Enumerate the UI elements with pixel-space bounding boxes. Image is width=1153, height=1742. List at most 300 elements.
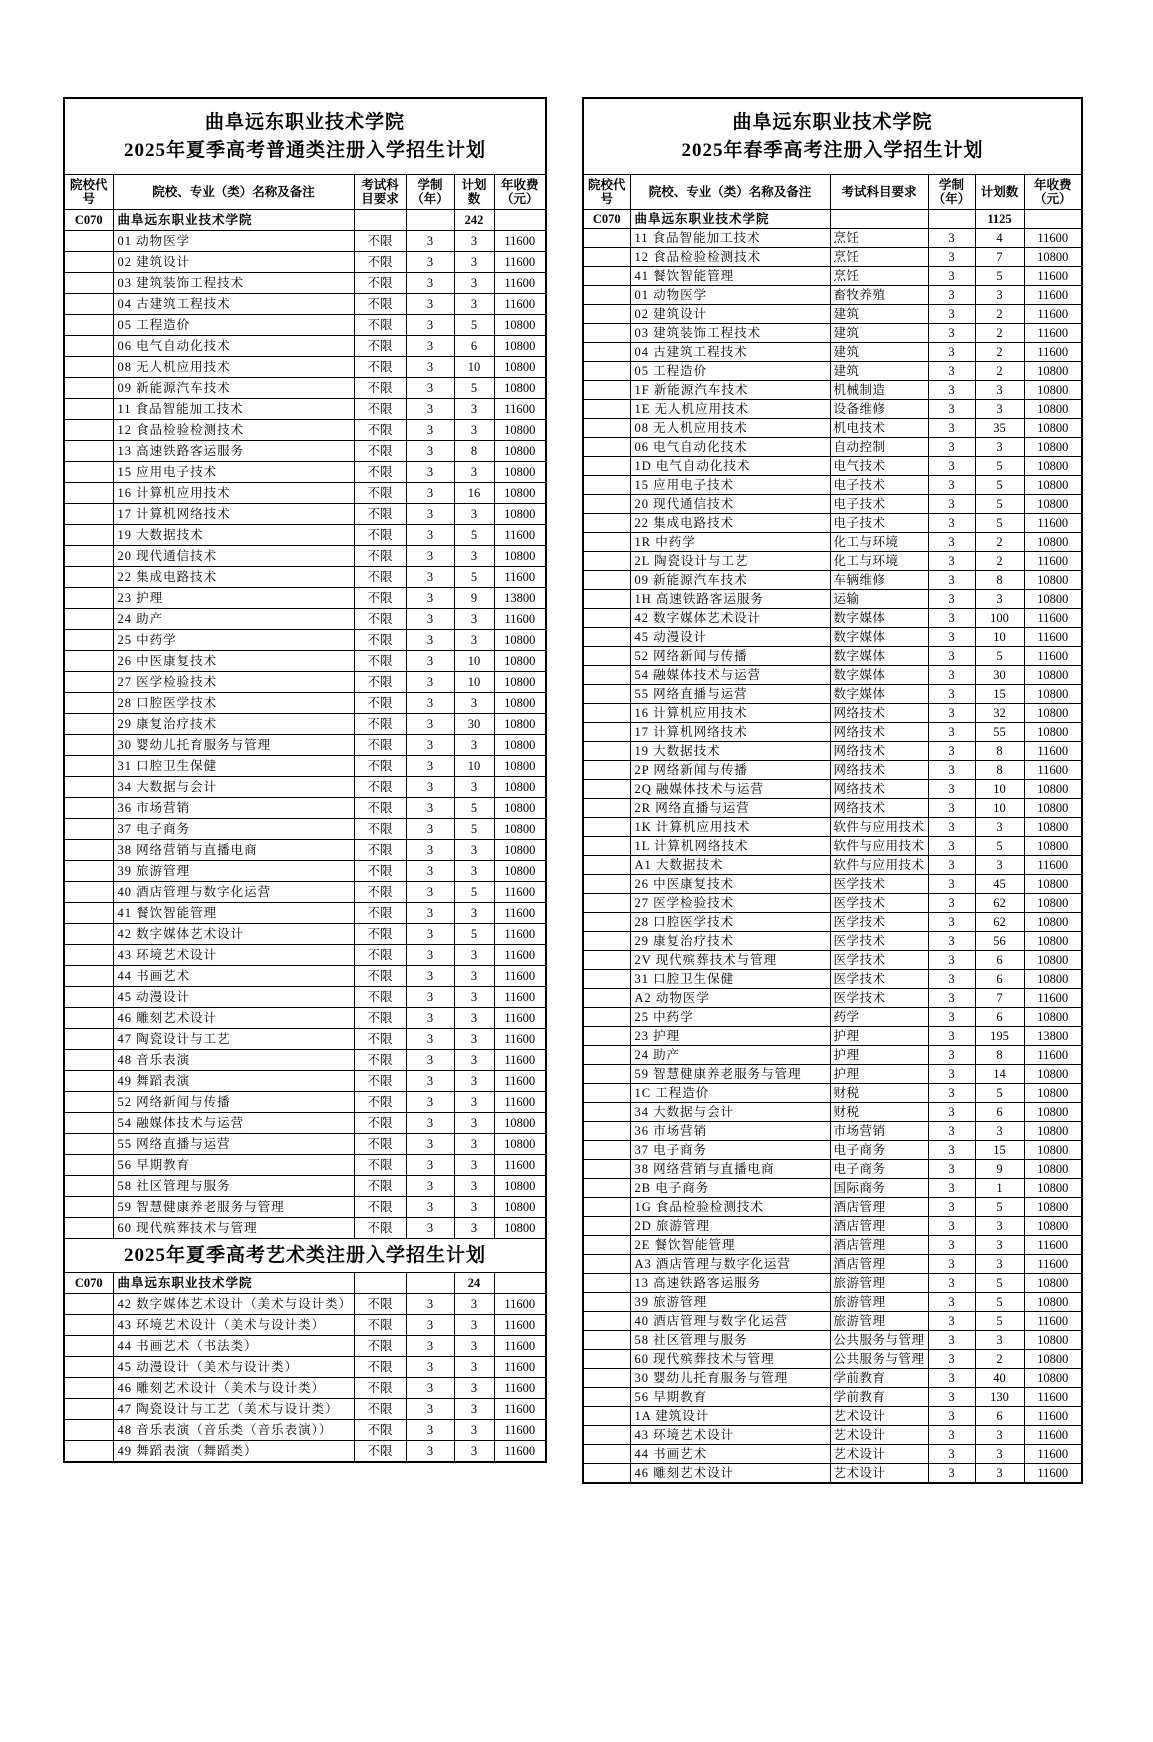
header-major-name: 院校、专业（类）名称及备注 (630, 175, 830, 210)
study-years-cell: 3 (406, 1218, 454, 1239)
annual-fee-cell: 10800 (494, 735, 546, 756)
header-college-code: 院校代号 (583, 175, 630, 210)
major-name-cell: 1G 食品检验检测技术 (630, 1198, 830, 1217)
major-row (583, 1445, 1082, 1464)
major-name-cell: 04 古建筑工程技术 (630, 343, 830, 362)
annual-fee-cell: 11600 (1024, 742, 1082, 761)
exam-req-cell: 网络技术 (830, 742, 928, 761)
plan-count-cell: 3 (454, 1092, 494, 1113)
college-code-cell (64, 336, 113, 357)
exam-req-cell (354, 1273, 406, 1294)
major-row (64, 462, 546, 483)
major-name-cell: 1K 计算机应用技术 (630, 818, 830, 837)
college-code-cell (583, 1274, 630, 1293)
exam-req-cell: 自动控制 (830, 438, 928, 457)
annual-fee-cell: 11600 (1024, 229, 1082, 248)
plan-count-cell: 3 (454, 1029, 494, 1050)
annual-fee-cell: 10800 (494, 1134, 546, 1155)
annual-fee-cell: 11600 (494, 1315, 546, 1336)
study-years-cell: 3 (928, 514, 975, 533)
plan-count-cell: 6 (975, 1103, 1024, 1122)
exam-req-cell: 不限 (354, 483, 406, 504)
college-code-cell (583, 894, 630, 913)
major-row (583, 1027, 1082, 1046)
plan-count-cell: 3 (975, 1445, 1024, 1464)
major-name-cell: 45 动漫设计 (630, 628, 830, 647)
college-code-cell (64, 798, 113, 819)
study-years-cell: 3 (928, 1008, 975, 1027)
major-row (64, 1218, 546, 1239)
major-row (583, 1236, 1082, 1255)
exam-req-cell: 不限 (354, 231, 406, 252)
major-name-cell: 54 融媒体技术与运营 (113, 1113, 354, 1134)
major-row (64, 861, 546, 882)
plan-count-cell: 5 (454, 819, 494, 840)
annual-fee-cell: 10800 (494, 420, 546, 441)
major-name-cell: 47 陶瓷设计与工艺 (113, 1029, 354, 1050)
annual-fee-cell: 10800 (1024, 837, 1082, 856)
major-name-cell: A2 动物医学 (630, 989, 830, 1008)
exam-req-cell: 学前教育 (830, 1369, 928, 1388)
plan-count-cell: 5 (975, 1084, 1024, 1103)
major-name-cell: 44 书画艺术（书法类） (113, 1336, 354, 1357)
annual-fee-cell: 10800 (494, 315, 546, 336)
study-years-cell: 3 (928, 229, 975, 248)
college-code-cell (583, 1445, 630, 1464)
major-row (583, 647, 1082, 666)
plan-count-cell: 8 (454, 441, 494, 462)
major-row (64, 252, 546, 273)
annual-fee-cell: 10800 (1024, 457, 1082, 476)
exam-req-cell: 烹饪 (830, 248, 928, 267)
study-years-cell: 3 (406, 945, 454, 966)
annual-fee-cell: 10800 (1024, 533, 1082, 552)
study-years-cell: 3 (406, 1294, 454, 1315)
study-years-cell (406, 1273, 454, 1294)
exam-req-cell: 不限 (354, 735, 406, 756)
major-name-cell: 49 舞蹈表演（舞蹈类） (113, 1441, 354, 1463)
exam-req-cell: 不限 (354, 1399, 406, 1420)
exam-req-cell: 软件与应用技术 (830, 856, 928, 875)
study-years-cell: 3 (406, 1092, 454, 1113)
major-row (583, 875, 1082, 894)
study-years-cell: 3 (928, 818, 975, 837)
study-years-cell: 3 (406, 735, 454, 756)
exam-req-cell: 不限 (354, 1197, 406, 1218)
plan-count-cell: 62 (975, 894, 1024, 913)
plan-count-cell: 8 (975, 571, 1024, 590)
plan-count-cell: 3 (454, 1336, 494, 1357)
annual-fee-cell: 11600 (494, 294, 546, 315)
major-row (583, 324, 1082, 343)
annual-fee-cell: 10800 (1024, 1369, 1082, 1388)
exam-req-cell: 电子技术 (830, 495, 928, 514)
major-row (583, 533, 1082, 552)
plan-count-cell: 3 (454, 861, 494, 882)
plan-count-cell: 195 (975, 1027, 1024, 1046)
college-code-cell (583, 286, 630, 305)
major-name-cell: 38 网络营销与直播电商 (113, 840, 354, 861)
study-years-cell: 3 (406, 1197, 454, 1218)
study-years-cell: 3 (406, 1399, 454, 1420)
exam-req-cell: 艺术设计 (830, 1407, 928, 1426)
major-row (583, 1293, 1082, 1312)
plan-count-cell: 5 (975, 457, 1024, 476)
study-years-cell: 3 (928, 685, 975, 704)
college-code-cell (583, 400, 630, 419)
study-years-cell: 3 (928, 761, 975, 780)
college-code-cell (583, 1103, 630, 1122)
major-name-cell: 27 医学检验技术 (630, 894, 830, 913)
college-code-cell (583, 1407, 630, 1426)
major-row (583, 1464, 1082, 1484)
major-row (64, 840, 546, 861)
major-row (64, 651, 546, 672)
major-name-cell: 47 陶瓷设计与工艺（美术与设计类） (113, 1399, 354, 1420)
annual-fee-cell: 10800 (1024, 932, 1082, 951)
study-years-cell: 3 (928, 970, 975, 989)
major-row (64, 1357, 546, 1378)
study-years-cell: 3 (406, 1336, 454, 1357)
college-code-cell (64, 1008, 113, 1029)
study-years-cell: 3 (406, 609, 454, 630)
exam-req-cell: 不限 (354, 1420, 406, 1441)
college-code-cell (583, 1312, 630, 1331)
college-code-cell (583, 704, 630, 723)
study-years-cell: 3 (928, 1217, 975, 1236)
annual-fee-cell: 11600 (494, 567, 546, 588)
study-years-cell: 3 (928, 267, 975, 286)
major-name-cell: 39 旅游管理 (113, 861, 354, 882)
study-years-cell: 3 (406, 504, 454, 525)
plan-count-cell: 8 (975, 742, 1024, 761)
plan-count-cell: 3 (454, 1071, 494, 1092)
college-name-title: 曲阜远东职业技术学院 (205, 111, 406, 133)
major-name-cell: 曲阜远东职业技术学院 (630, 210, 830, 229)
plan-count-cell: 3 (454, 1315, 494, 1336)
plan-count-cell: 6 (975, 1008, 1024, 1027)
annual-fee-cell: 11600 (1024, 1046, 1082, 1065)
plan-count-cell: 3 (454, 1050, 494, 1071)
annual-fee-cell: 11600 (494, 1357, 546, 1378)
major-row (583, 894, 1082, 913)
study-years-cell: 3 (928, 1255, 975, 1274)
major-row (64, 1092, 546, 1113)
major-name-cell: 31 口腔卫生保健 (113, 756, 354, 777)
annual-fee-cell: 10800 (1024, 913, 1082, 932)
annual-fee-cell: 10800 (494, 483, 546, 504)
college-code-cell (64, 378, 113, 399)
major-name-cell: 12 食品检验检测技术 (113, 420, 354, 441)
college-code-cell (583, 514, 630, 533)
college-code-cell (64, 714, 113, 735)
college-code-cell (64, 1092, 113, 1113)
study-years-cell: 3 (928, 362, 975, 381)
annual-fee-cell: 11600 (494, 273, 546, 294)
exam-req-cell: 旅游管理 (830, 1312, 928, 1331)
college-code-cell (583, 837, 630, 856)
plan-count-cell: 3 (454, 945, 494, 966)
major-name-cell: 17 计算机网络技术 (630, 723, 830, 742)
annual-fee-cell: 10800 (1024, 666, 1082, 685)
major-row (583, 780, 1082, 799)
exam-req-cell: 不限 (354, 1113, 406, 1134)
major-row (583, 742, 1082, 761)
college-code-cell (583, 381, 630, 400)
college-code-cell (64, 630, 113, 651)
major-name-cell: 34 大数据与会计 (113, 777, 354, 798)
annual-fee-cell: 10800 (1024, 685, 1082, 704)
major-name-cell: 15 应用电子技术 (113, 462, 354, 483)
plan-count-cell: 3 (454, 462, 494, 483)
college-code-cell (583, 1008, 630, 1027)
major-name-cell: 04 古建筑工程技术 (113, 294, 354, 315)
major-name-cell: 38 网络营销与直播电商 (630, 1160, 830, 1179)
study-years-cell: 3 (406, 273, 454, 294)
study-years-cell: 3 (406, 819, 454, 840)
college-code-cell (64, 546, 113, 567)
major-name-cell: 40 酒店管理与数字化运营 (113, 882, 354, 903)
exam-req-cell: 不限 (354, 924, 406, 945)
major-name-cell: 15 应用电子技术 (630, 476, 830, 495)
plan-count-cell: 3 (454, 1008, 494, 1029)
exam-req-cell: 不限 (354, 462, 406, 483)
major-row (64, 1399, 546, 1420)
plan-count-cell: 3 (454, 1420, 494, 1441)
exam-req-cell: 不限 (354, 1071, 406, 1092)
annual-fee-cell: 11600 (1024, 552, 1082, 571)
study-years-cell: 3 (928, 609, 975, 628)
major-row (64, 966, 546, 987)
study-years-cell: 3 (928, 324, 975, 343)
exam-req-cell: 公共服务与管理 (830, 1331, 928, 1350)
major-name-cell: 20 现代通信技术 (630, 495, 830, 514)
major-name-cell: 45 动漫设计（美术与设计类） (113, 1357, 354, 1378)
exam-req-cell: 国际商务 (830, 1179, 928, 1198)
annual-fee-cell: 10800 (494, 630, 546, 651)
annual-fee-cell: 11600 (1024, 286, 1082, 305)
exam-req-cell: 不限 (354, 273, 406, 294)
annual-fee-cell: 10800 (1024, 1103, 1082, 1122)
college-code-cell (64, 1134, 113, 1155)
major-name-cell: 24 助产 (113, 609, 354, 630)
exam-req-cell: 电子商务 (830, 1160, 928, 1179)
plan-count-cell: 3 (975, 438, 1024, 457)
college-code-cell (64, 252, 113, 273)
major-name-cell: 1E 无人机应用技术 (630, 400, 830, 419)
college-code-cell (583, 1179, 630, 1198)
exam-req-cell: 不限 (354, 357, 406, 378)
plan-count-cell: 6 (975, 951, 1024, 970)
plan-count-cell: 30 (454, 714, 494, 735)
study-years-cell: 3 (928, 932, 975, 951)
exam-req-cell: 车辆维修 (830, 571, 928, 590)
study-years-cell: 3 (928, 438, 975, 457)
plan-count-cell: 2 (975, 324, 1024, 343)
college-code-cell (64, 399, 113, 420)
plan-count-cell: 3 (454, 294, 494, 315)
exam-req-cell: 网络技术 (830, 723, 928, 742)
college-code-cell (64, 273, 113, 294)
annual-fee-cell: 11600 (494, 1071, 546, 1092)
college-code-cell (583, 1236, 630, 1255)
study-years-cell: 3 (928, 419, 975, 438)
college-code-cell (583, 1350, 630, 1369)
annual-fee-cell: 10800 (1024, 1084, 1082, 1103)
plan-count-cell: 2 (975, 362, 1024, 381)
study-years-cell: 3 (406, 1134, 454, 1155)
exam-req-cell: 护理 (830, 1065, 928, 1084)
exam-req-cell: 电气技术 (830, 457, 928, 476)
annual-fee-cell: 11600 (1024, 761, 1082, 780)
major-name-cell: 20 现代通信技术 (113, 546, 354, 567)
annual-fee-cell: 10800 (1024, 704, 1082, 723)
plan-count-cell: 2 (975, 305, 1024, 324)
major-name-cell: 17 计算机网络技术 (113, 504, 354, 525)
plan-count-cell: 6 (454, 336, 494, 357)
exam-req-cell: 酒店管理 (830, 1236, 928, 1255)
annual-fee-cell: 10800 (1024, 495, 1082, 514)
plan-count-cell: 2 (975, 1350, 1024, 1369)
college-code-cell: C070 (64, 1273, 113, 1294)
exam-req-cell: 酒店管理 (830, 1255, 928, 1274)
college-code-cell (583, 305, 630, 324)
major-row (583, 666, 1082, 685)
spring-table-body (583, 210, 1082, 1484)
college-code-cell (583, 685, 630, 704)
college-code-cell (583, 1027, 630, 1046)
major-name-cell: 08 无人机应用技术 (113, 357, 354, 378)
plan-count-cell: 3 (454, 1399, 494, 1420)
header-exam-req: 考试科目要求 (830, 175, 928, 210)
college-code-cell (64, 966, 113, 987)
major-name-cell: 27 医学检验技术 (113, 672, 354, 693)
study-years-cell: 3 (406, 231, 454, 252)
annual-fee-cell: 11600 (494, 1029, 546, 1050)
exam-req-cell: 化工与环境 (830, 552, 928, 571)
major-name-cell: 26 中医康复技术 (113, 651, 354, 672)
plan-count-cell: 5 (975, 1293, 1024, 1312)
plan-count-cell: 7 (975, 248, 1024, 267)
major-name-cell: 54 融媒体技术与运营 (630, 666, 830, 685)
exam-req-cell: 不限 (354, 861, 406, 882)
plan-count-cell: 6 (975, 970, 1024, 989)
college-code-cell (64, 651, 113, 672)
study-years-cell: 3 (928, 1407, 975, 1426)
annual-fee-cell: 11600 (494, 1050, 546, 1071)
college-code-cell (583, 533, 630, 552)
major-name-cell: 28 口腔医学技术 (630, 913, 830, 932)
exam-req-cell: 不限 (354, 546, 406, 567)
study-years-cell: 3 (928, 647, 975, 666)
plan-count-cell: 3 (975, 1236, 1024, 1255)
study-years-cell: 3 (928, 343, 975, 362)
annual-fee-cell: 10800 (494, 504, 546, 525)
college-code-cell (64, 903, 113, 924)
major-row (64, 903, 546, 924)
annual-fee-cell (494, 1273, 546, 1294)
annual-fee-cell: 11600 (494, 525, 546, 546)
plan-count-cell: 2 (975, 343, 1024, 362)
plan-count-cell: 3 (454, 609, 494, 630)
major-name-cell: A1 大数据技术 (630, 856, 830, 875)
study-years-cell: 3 (928, 799, 975, 818)
major-name-cell: 22 集成电路技术 (113, 567, 354, 588)
major-row (64, 819, 546, 840)
study-years-cell: 3 (928, 1464, 975, 1484)
exam-req-cell: 不限 (354, 882, 406, 903)
annual-fee-cell: 11600 (1024, 989, 1082, 1008)
major-name-cell: 22 集成电路技术 (630, 514, 830, 533)
major-name-cell: 08 无人机应用技术 (630, 419, 830, 438)
plan-count-cell: 5 (975, 1312, 1024, 1331)
study-years-cell: 3 (406, 1420, 454, 1441)
college-code-cell (64, 672, 113, 693)
plan-count-cell: 10 (454, 672, 494, 693)
college-code-cell (64, 693, 113, 714)
annual-fee-cell: 11600 (494, 987, 546, 1008)
major-name-cell: 52 网络新闻与传播 (113, 1092, 354, 1113)
study-years-cell: 3 (406, 924, 454, 945)
major-name-cell: 42 数字媒体艺术设计 (113, 924, 354, 945)
major-row (583, 362, 1082, 381)
exam-req-cell: 不限 (354, 294, 406, 315)
plan-count-cell: 3 (975, 381, 1024, 400)
major-row (64, 294, 546, 315)
major-name-cell: 58 社区管理与服务 (113, 1176, 354, 1197)
major-name-cell: A3 酒店管理与数字化运营 (630, 1255, 830, 1274)
exam-req-cell: 数字媒体 (830, 609, 928, 628)
annual-fee-cell: 11600 (494, 1092, 546, 1113)
exam-req-cell: 不限 (354, 567, 406, 588)
major-row (64, 798, 546, 819)
study-years-cell: 3 (406, 1029, 454, 1050)
annual-fee-cell: 10800 (1024, 1331, 1082, 1350)
college-code-cell (583, 723, 630, 742)
study-years-cell: 3 (406, 588, 454, 609)
college-code-cell (583, 419, 630, 438)
plan-count-cell: 3 (975, 590, 1024, 609)
study-years-cell: 3 (406, 483, 454, 504)
exam-req-cell: 不限 (354, 798, 406, 819)
plan-count-cell: 3 (975, 1255, 1024, 1274)
major-row (583, 818, 1082, 837)
college-code-cell (64, 1113, 113, 1134)
major-row (583, 1255, 1082, 1274)
major-name-cell: 40 酒店管理与数字化运营 (630, 1312, 830, 1331)
college-code-cell (583, 742, 630, 761)
study-years-cell: 3 (406, 399, 454, 420)
exam-req-cell: 不限 (354, 693, 406, 714)
plan-count-cell: 5 (454, 567, 494, 588)
college-code-cell (583, 552, 630, 571)
exam-req-cell: 不限 (354, 1134, 406, 1155)
plan-count-cell: 14 (975, 1065, 1024, 1084)
exam-req-cell: 艺术设计 (830, 1426, 928, 1445)
study-years-cell: 3 (928, 1274, 975, 1293)
college-code-cell (583, 1198, 630, 1217)
exam-req-cell: 医学技术 (830, 913, 928, 932)
annual-fee-cell: 10800 (1024, 381, 1082, 400)
plan-count-cell: 62 (975, 913, 1024, 932)
college-code-cell (64, 735, 113, 756)
study-years-cell: 3 (928, 913, 975, 932)
annual-fee-cell: 10800 (494, 819, 546, 840)
exam-req-cell: 不限 (354, 252, 406, 273)
college-code-cell (583, 951, 630, 970)
annual-fee-cell: 10800 (1024, 780, 1082, 799)
major-row (583, 951, 1082, 970)
